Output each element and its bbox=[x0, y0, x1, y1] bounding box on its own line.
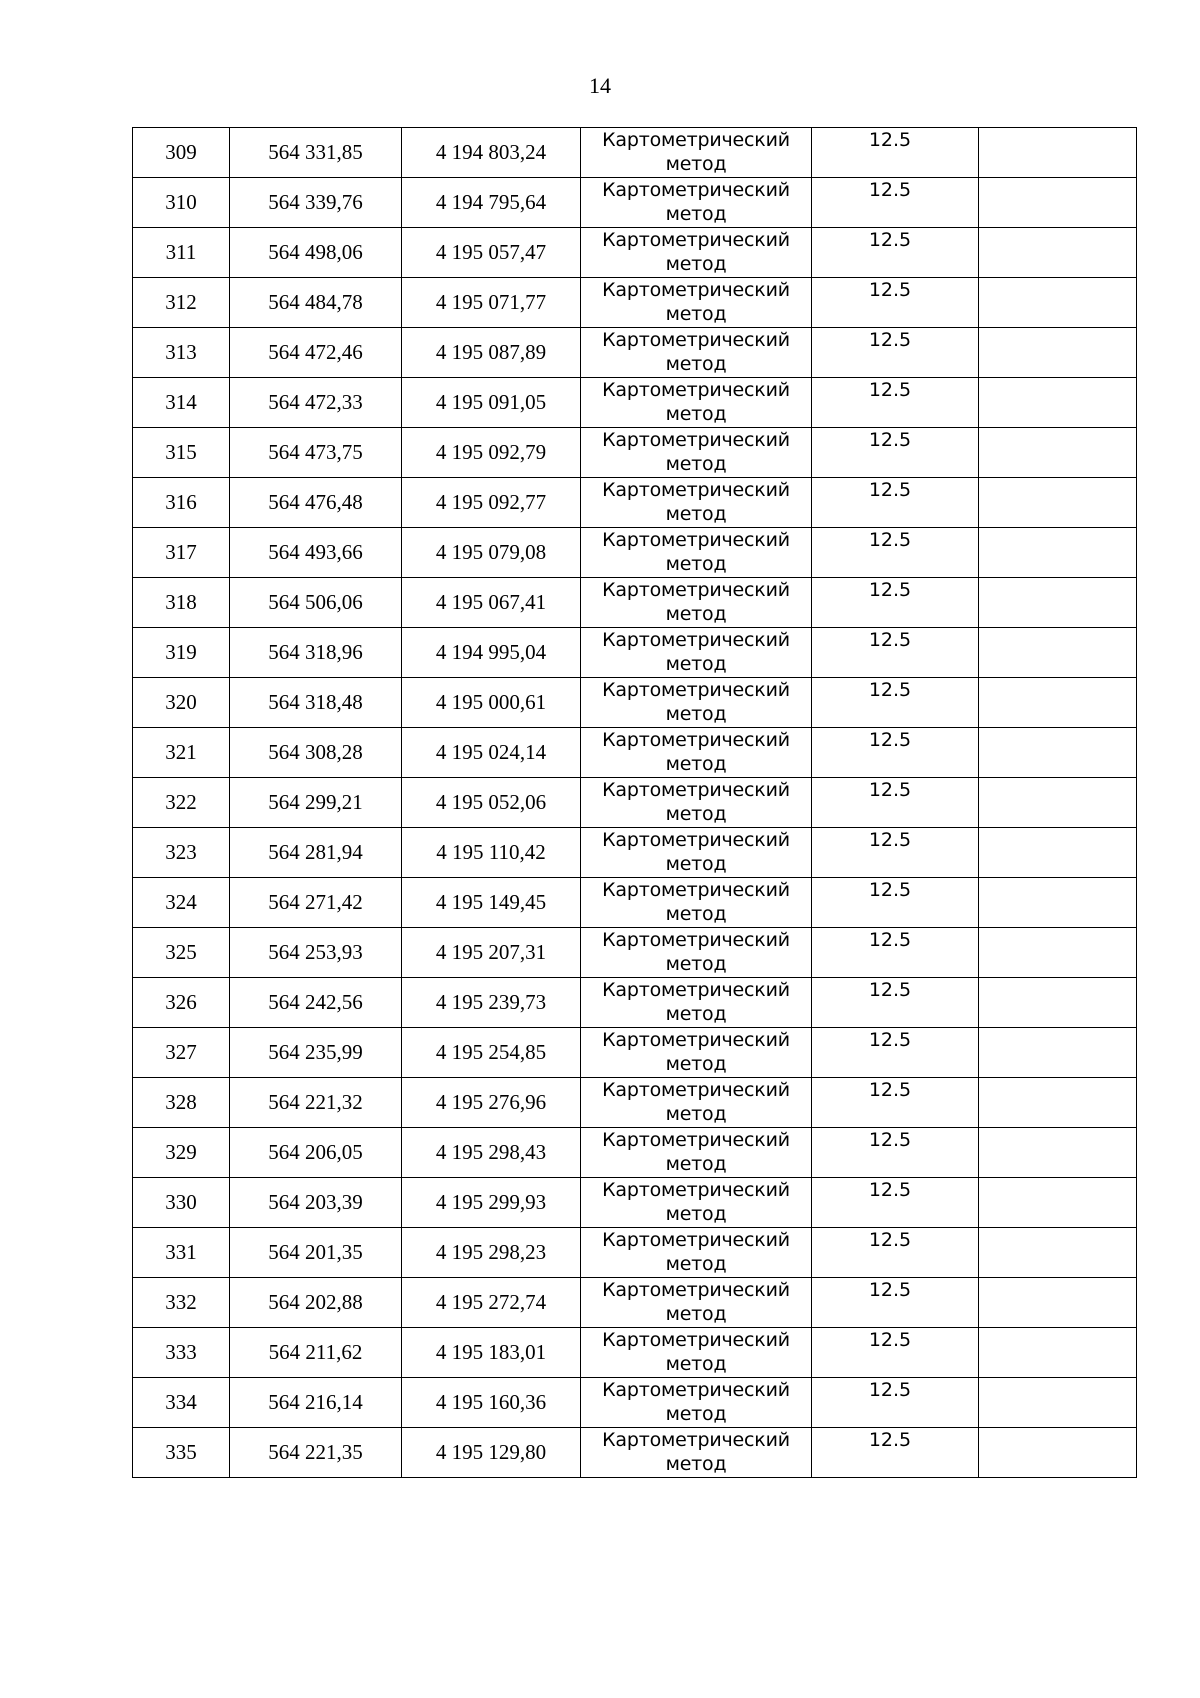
table-row bbox=[133, 528, 1137, 578]
note-cell bbox=[979, 1078, 1137, 1128]
table-row bbox=[133, 928, 1137, 978]
method-cell bbox=[581, 1128, 812, 1178]
y-coordinate-cell: 4 194 995,04 bbox=[402, 628, 581, 678]
method-cell bbox=[581, 1278, 812, 1328]
x-coordinate-cell: 564 271,42 bbox=[230, 878, 402, 928]
point-number-cell: 334 bbox=[133, 1378, 230, 1428]
note-cell bbox=[979, 1028, 1137, 1078]
note-cell bbox=[979, 1178, 1137, 1228]
note-cell bbox=[979, 1228, 1137, 1278]
method-line-1: Картометрический bbox=[602, 629, 790, 651]
method-line-2: метод bbox=[665, 203, 727, 225]
method-line-1: Картометрический bbox=[602, 1229, 790, 1251]
table-row bbox=[133, 1278, 1137, 1328]
method-line-1: Картометрический bbox=[602, 429, 790, 451]
table-row bbox=[133, 1328, 1137, 1378]
error-cell: 12.5 bbox=[812, 1428, 979, 1478]
note-cell bbox=[979, 378, 1137, 428]
table-row bbox=[133, 428, 1137, 478]
method-line-2: метод bbox=[665, 803, 727, 825]
table-row bbox=[133, 1428, 1137, 1478]
error-cell: 12.5 bbox=[812, 728, 979, 778]
x-coordinate-cell: 564 331,85 bbox=[230, 128, 402, 178]
error-cell: 12.5 bbox=[812, 378, 979, 428]
x-coordinate-cell: 564 201,35 bbox=[230, 1228, 402, 1278]
x-coordinate-cell: 564 476,48 bbox=[230, 478, 402, 528]
error-cell: 12.5 bbox=[812, 1128, 979, 1178]
method-line-1: Картометрический bbox=[602, 379, 790, 401]
table-row bbox=[133, 578, 1137, 628]
error-cell: 12.5 bbox=[812, 528, 979, 578]
point-number-cell: 328 bbox=[133, 1078, 230, 1128]
method-cell bbox=[581, 978, 812, 1028]
method-line-1: Картометрический bbox=[602, 129, 790, 151]
point-number-cell: 331 bbox=[133, 1228, 230, 1278]
method-line-2: метод bbox=[665, 903, 727, 925]
note-cell bbox=[979, 1128, 1137, 1178]
method-line-2: метод bbox=[665, 603, 727, 625]
x-coordinate-cell: 564 308,28 bbox=[230, 728, 402, 778]
method-line-1: Картометрический bbox=[602, 1329, 790, 1351]
method-line-2: метод bbox=[665, 403, 727, 425]
method-cell bbox=[581, 828, 812, 878]
x-coordinate-cell: 564 211,62 bbox=[230, 1328, 402, 1378]
x-coordinate-cell: 564 221,32 bbox=[230, 1078, 402, 1128]
table-row bbox=[133, 128, 1137, 178]
method-cell bbox=[581, 928, 812, 978]
method-line-2: метод bbox=[665, 953, 727, 975]
x-coordinate-cell: 564 484,78 bbox=[230, 278, 402, 328]
table-row bbox=[133, 228, 1137, 278]
y-coordinate-cell: 4 195 000,61 bbox=[402, 678, 581, 728]
point-number-cell: 321 bbox=[133, 728, 230, 778]
x-coordinate-cell: 564 498,06 bbox=[230, 228, 402, 278]
y-coordinate-cell: 4 195 183,01 bbox=[402, 1328, 581, 1378]
method-cell bbox=[581, 628, 812, 678]
point-number-cell: 319 bbox=[133, 628, 230, 678]
method-line-1: Картометрический bbox=[602, 229, 790, 251]
error-cell: 12.5 bbox=[812, 328, 979, 378]
table-row bbox=[133, 328, 1137, 378]
point-number-cell: 317 bbox=[133, 528, 230, 578]
table-row bbox=[133, 1128, 1137, 1178]
method-line-1: Картометрический bbox=[602, 979, 790, 1001]
method-line-1: Картометрический bbox=[602, 1379, 790, 1401]
method-line-1: Картометрический bbox=[602, 1079, 790, 1101]
point-number-cell: 318 bbox=[133, 578, 230, 628]
method-line-2: метод bbox=[665, 1253, 727, 1275]
method-cell bbox=[581, 178, 812, 228]
method-line-1: Картометрический bbox=[602, 279, 790, 301]
method-line-2: метод bbox=[665, 153, 727, 175]
method-line-2: метод bbox=[665, 703, 727, 725]
error-cell: 12.5 bbox=[812, 578, 979, 628]
y-coordinate-cell: 4 195 052,06 bbox=[402, 778, 581, 828]
x-coordinate-cell: 564 235,99 bbox=[230, 1028, 402, 1078]
error-cell: 12.5 bbox=[812, 428, 979, 478]
error-cell: 12.5 bbox=[812, 1278, 979, 1328]
x-coordinate-cell: 564 206,05 bbox=[230, 1128, 402, 1178]
x-coordinate-cell: 564 203,39 bbox=[230, 1178, 402, 1228]
point-number-cell: 316 bbox=[133, 478, 230, 528]
note-cell bbox=[979, 528, 1137, 578]
method-line-2: метод bbox=[665, 853, 727, 875]
y-coordinate-cell: 4 195 087,89 bbox=[402, 328, 581, 378]
point-number-cell: 323 bbox=[133, 828, 230, 878]
note-cell bbox=[979, 578, 1137, 628]
method-cell bbox=[581, 428, 812, 478]
y-coordinate-cell: 4 195 067,41 bbox=[402, 578, 581, 628]
method-cell bbox=[581, 1428, 812, 1478]
x-coordinate-cell: 564 221,35 bbox=[230, 1428, 402, 1478]
table-row bbox=[133, 828, 1137, 878]
note-cell bbox=[979, 1378, 1137, 1428]
method-line-1: Картометрический bbox=[602, 329, 790, 351]
method-line-2: метод bbox=[665, 1103, 727, 1125]
point-number-cell: 314 bbox=[133, 378, 230, 428]
error-cell: 12.5 bbox=[812, 628, 979, 678]
table-row bbox=[133, 728, 1137, 778]
y-coordinate-cell: 4 195 079,08 bbox=[402, 528, 581, 578]
note-cell bbox=[979, 428, 1137, 478]
method-line-1: Картометрический bbox=[602, 929, 790, 951]
method-line-2: метод bbox=[665, 353, 727, 375]
method-cell bbox=[581, 528, 812, 578]
point-number-cell: 335 bbox=[133, 1428, 230, 1478]
note-cell bbox=[979, 928, 1137, 978]
note-cell bbox=[979, 678, 1137, 728]
method-line-2: метод bbox=[665, 653, 727, 675]
table-row bbox=[133, 1378, 1137, 1428]
y-coordinate-cell: 4 195 299,93 bbox=[402, 1178, 581, 1228]
x-coordinate-cell: 564 473,75 bbox=[230, 428, 402, 478]
error-cell: 12.5 bbox=[812, 178, 979, 228]
y-coordinate-cell: 4 195 272,74 bbox=[402, 1278, 581, 1328]
y-coordinate-cell: 4 194 803,24 bbox=[402, 128, 581, 178]
error-cell: 12.5 bbox=[812, 1078, 979, 1128]
method-line-1: Картометрический bbox=[602, 779, 790, 801]
method-line-1: Картометрический bbox=[602, 1029, 790, 1051]
error-cell: 12.5 bbox=[812, 1378, 979, 1428]
y-coordinate-cell: 4 195 092,79 bbox=[402, 428, 581, 478]
error-cell: 12.5 bbox=[812, 128, 979, 178]
note-cell bbox=[979, 728, 1137, 778]
table-row bbox=[133, 378, 1137, 428]
error-cell: 12.5 bbox=[812, 1028, 979, 1078]
table-row bbox=[133, 778, 1137, 828]
method-line-2: метод bbox=[665, 1053, 727, 1075]
error-cell: 12.5 bbox=[812, 828, 979, 878]
method-cell bbox=[581, 478, 812, 528]
point-number-cell: 312 bbox=[133, 278, 230, 328]
point-number-cell: 332 bbox=[133, 1278, 230, 1328]
note-cell bbox=[979, 978, 1137, 1028]
method-line-1: Картометрический bbox=[602, 529, 790, 551]
point-number-cell: 329 bbox=[133, 1128, 230, 1178]
method-cell bbox=[581, 1078, 812, 1128]
y-coordinate-cell: 4 195 110,42 bbox=[402, 828, 581, 878]
note-cell bbox=[979, 278, 1137, 328]
table-row bbox=[133, 628, 1137, 678]
table-row bbox=[133, 1228, 1137, 1278]
note-cell bbox=[979, 878, 1137, 928]
error-cell: 12.5 bbox=[812, 978, 979, 1028]
method-line-2: метод bbox=[665, 1003, 727, 1025]
method-line-1: Картометрический bbox=[602, 1129, 790, 1151]
point-number-cell: 310 bbox=[133, 178, 230, 228]
note-cell bbox=[979, 328, 1137, 378]
x-coordinate-cell: 564 339,76 bbox=[230, 178, 402, 228]
x-coordinate-cell: 564 281,94 bbox=[230, 828, 402, 878]
x-coordinate-cell: 564 299,21 bbox=[230, 778, 402, 828]
y-coordinate-cell: 4 195 129,80 bbox=[402, 1428, 581, 1478]
point-number-cell: 333 bbox=[133, 1328, 230, 1378]
y-coordinate-cell: 4 195 298,23 bbox=[402, 1228, 581, 1278]
method-line-1: Картометрический bbox=[602, 829, 790, 851]
method-line-2: метод bbox=[665, 1403, 727, 1425]
y-coordinate-cell: 4 195 254,85 bbox=[402, 1028, 581, 1078]
method-line-2: метод bbox=[665, 1453, 727, 1475]
y-coordinate-cell: 4 195 091,05 bbox=[402, 378, 581, 428]
note-cell bbox=[979, 828, 1137, 878]
y-coordinate-cell: 4 195 239,73 bbox=[402, 978, 581, 1028]
method-cell bbox=[581, 228, 812, 278]
method-cell bbox=[581, 328, 812, 378]
method-cell bbox=[581, 378, 812, 428]
x-coordinate-cell: 564 318,96 bbox=[230, 628, 402, 678]
x-coordinate-cell: 564 253,93 bbox=[230, 928, 402, 978]
method-line-2: метод bbox=[665, 1203, 727, 1225]
table-row bbox=[133, 178, 1137, 228]
error-cell: 12.5 bbox=[812, 1178, 979, 1228]
method-line-2: метод bbox=[665, 1153, 727, 1175]
table-row bbox=[133, 678, 1137, 728]
note-cell bbox=[979, 1428, 1137, 1478]
method-cell bbox=[581, 778, 812, 828]
table-row bbox=[133, 1078, 1137, 1128]
method-cell bbox=[581, 578, 812, 628]
table-row bbox=[133, 878, 1137, 928]
method-line-1: Картометрический bbox=[602, 179, 790, 201]
x-coordinate-cell: 564 506,06 bbox=[230, 578, 402, 628]
y-coordinate-cell: 4 194 795,64 bbox=[402, 178, 581, 228]
method-cell bbox=[581, 1028, 812, 1078]
method-cell bbox=[581, 678, 812, 728]
method-cell bbox=[581, 1228, 812, 1278]
method-cell bbox=[581, 728, 812, 778]
method-line-1: Картометрический bbox=[602, 1429, 790, 1451]
method-cell bbox=[581, 878, 812, 928]
method-cell bbox=[581, 1378, 812, 1428]
method-line-1: Картометрический bbox=[602, 479, 790, 501]
y-coordinate-cell: 4 195 057,47 bbox=[402, 228, 581, 278]
method-cell bbox=[581, 128, 812, 178]
method-line-2: метод bbox=[665, 303, 727, 325]
x-coordinate-cell: 564 472,33 bbox=[230, 378, 402, 428]
note-cell bbox=[979, 1328, 1137, 1378]
point-number-cell: 315 bbox=[133, 428, 230, 478]
y-coordinate-cell: 4 195 298,43 bbox=[402, 1128, 581, 1178]
method-cell bbox=[581, 1178, 812, 1228]
method-line-2: метод bbox=[665, 1303, 727, 1325]
point-number-cell: 327 bbox=[133, 1028, 230, 1078]
method-line-1: Картометрический bbox=[602, 579, 790, 601]
method-line-1: Картометрический bbox=[602, 1279, 790, 1301]
method-line-1: Картометрический bbox=[602, 1179, 790, 1201]
method-line-2: метод bbox=[665, 753, 727, 775]
method-line-2: метод bbox=[665, 503, 727, 525]
error-cell: 12.5 bbox=[812, 1328, 979, 1378]
coordinates-table bbox=[132, 127, 1137, 1478]
point-number-cell: 324 bbox=[133, 878, 230, 928]
note-cell bbox=[979, 228, 1137, 278]
y-coordinate-cell: 4 195 207,31 bbox=[402, 928, 581, 978]
method-line-1: Картометрический bbox=[602, 729, 790, 751]
method-line-1: Картометрический bbox=[602, 879, 790, 901]
x-coordinate-cell: 564 242,56 bbox=[230, 978, 402, 1028]
y-coordinate-cell: 4 195 276,96 bbox=[402, 1078, 581, 1128]
point-number-cell: 320 bbox=[133, 678, 230, 728]
point-number-cell: 330 bbox=[133, 1178, 230, 1228]
y-coordinate-cell: 4 195 092,77 bbox=[402, 478, 581, 528]
point-number-cell: 322 bbox=[133, 778, 230, 828]
method-cell bbox=[581, 278, 812, 328]
table-row bbox=[133, 978, 1137, 1028]
method-cell bbox=[581, 1328, 812, 1378]
method-line-2: метод bbox=[665, 253, 727, 275]
note-cell bbox=[979, 178, 1137, 228]
point-number-cell: 309 bbox=[133, 128, 230, 178]
page-number: 14 bbox=[589, 73, 611, 98]
coordinates-table-body bbox=[133, 128, 1137, 1478]
point-number-cell: 325 bbox=[133, 928, 230, 978]
x-coordinate-cell: 564 202,88 bbox=[230, 1278, 402, 1328]
table-row bbox=[133, 1178, 1137, 1228]
method-line-2: метод bbox=[665, 453, 727, 475]
x-coordinate-cell: 564 472,46 bbox=[230, 328, 402, 378]
y-coordinate-cell: 4 195 149,45 bbox=[402, 878, 581, 928]
error-cell: 12.5 bbox=[812, 678, 979, 728]
note-cell bbox=[979, 478, 1137, 528]
note-cell bbox=[979, 778, 1137, 828]
method-line-1: Картометрический bbox=[602, 679, 790, 701]
error-cell: 12.5 bbox=[812, 228, 979, 278]
method-line-2: метод bbox=[665, 553, 727, 575]
note-cell bbox=[979, 128, 1137, 178]
y-coordinate-cell: 4 195 160,36 bbox=[402, 1378, 581, 1428]
note-cell bbox=[979, 628, 1137, 678]
y-coordinate-cell: 4 195 071,77 bbox=[402, 278, 581, 328]
error-cell: 12.5 bbox=[812, 928, 979, 978]
y-coordinate-cell: 4 195 024,14 bbox=[402, 728, 581, 778]
x-coordinate-cell: 564 318,48 bbox=[230, 678, 402, 728]
table-row bbox=[133, 278, 1137, 328]
note-cell bbox=[979, 1278, 1137, 1328]
table-row bbox=[133, 478, 1137, 528]
error-cell: 12.5 bbox=[812, 278, 979, 328]
point-number-cell: 313 bbox=[133, 328, 230, 378]
error-cell: 12.5 bbox=[812, 778, 979, 828]
error-cell: 12.5 bbox=[812, 478, 979, 528]
x-coordinate-cell: 564 216,14 bbox=[230, 1378, 402, 1428]
x-coordinate-cell: 564 493,66 bbox=[230, 528, 402, 578]
table-row bbox=[133, 1028, 1137, 1078]
point-number-cell: 326 bbox=[133, 978, 230, 1028]
error-cell: 12.5 bbox=[812, 878, 979, 928]
error-cell: 12.5 bbox=[812, 1228, 979, 1278]
point-number-cell: 311 bbox=[133, 228, 230, 278]
method-line-2: метод bbox=[665, 1353, 727, 1375]
